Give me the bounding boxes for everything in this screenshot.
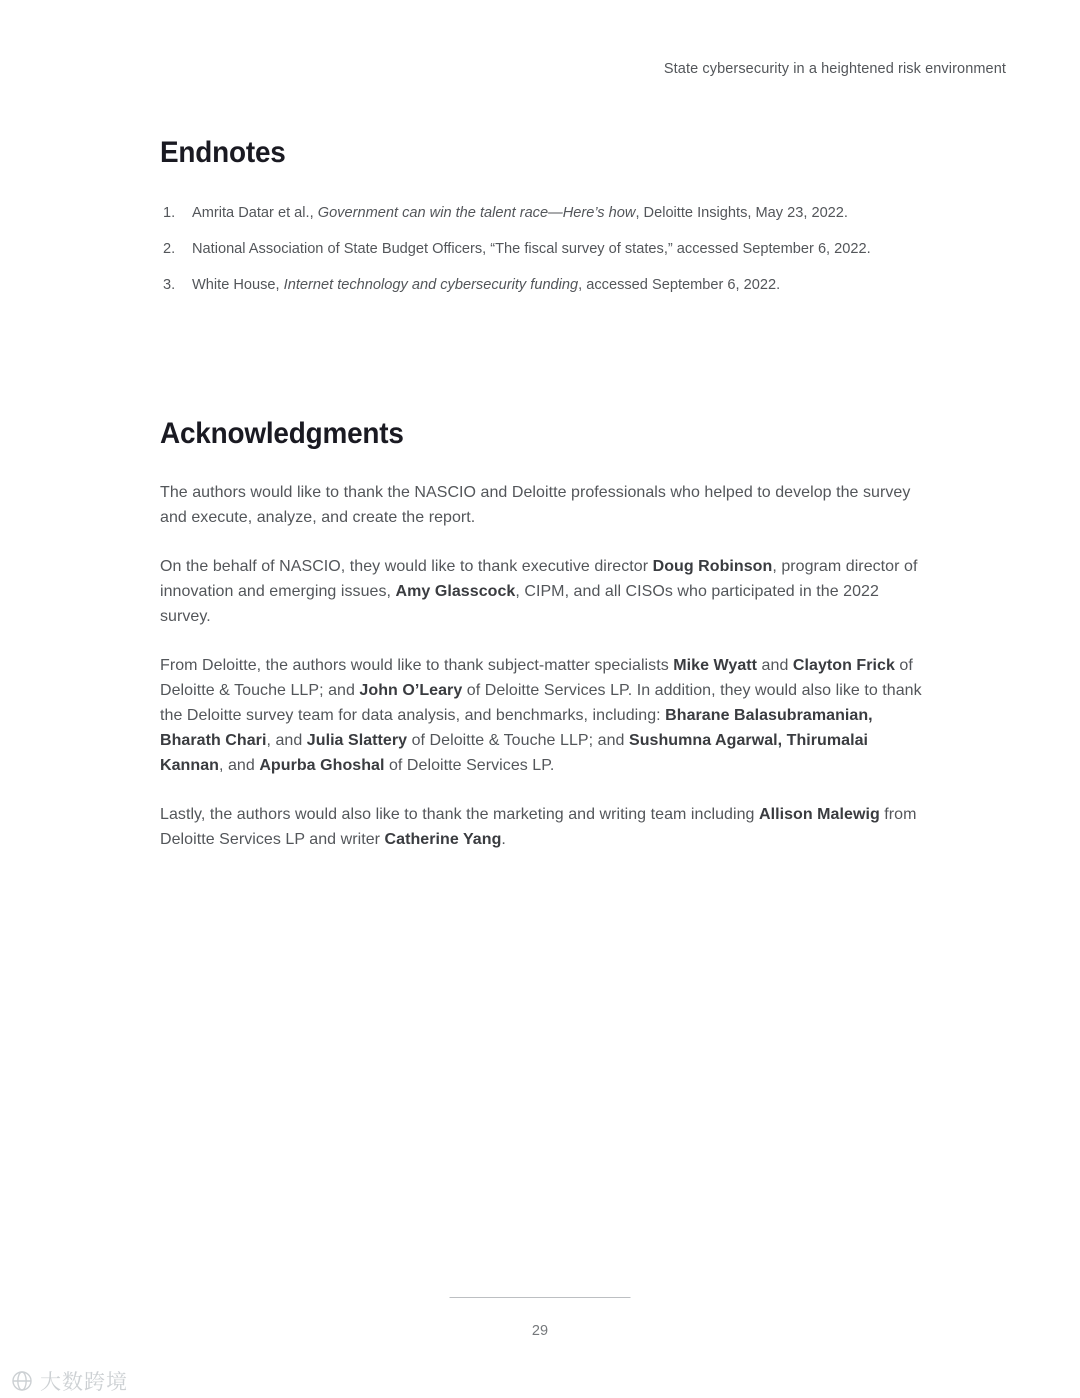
- emphasized-name: Sushumna Agarwal, Thirumalai Kannan: [160, 732, 869, 775]
- paragraph: [160, 802, 930, 852]
- paragraph: [160, 554, 930, 629]
- text-segment: from Deloitte Services LP and writer: [160, 806, 917, 849]
- emphasized-name: Catherine Yang: [384, 831, 502, 849]
- text-segment: , CIPM, and all CISOs who participated in the 2022 survey.: [160, 583, 879, 626]
- endnote-text: [192, 239, 930, 260]
- emphasized-name: Clayton Frick: [792, 657, 895, 675]
- text-segment: On the behalf of NASCIO, they would like to thank executive director: [160, 558, 653, 576]
- text-segment: National Association of State Budget Officers, “The fiscal survey of states,” accessed September 6, 2022.: [192, 241, 871, 258]
- page-content: [160, 0, 930, 876]
- endnotes-heading: Endnotes: [160, 136, 286, 169]
- page-number: 29: [531, 1323, 549, 1339]
- italic-title: Internet technology and cybersecurity funding: [283, 277, 579, 294]
- watermark: [10, 1366, 128, 1396]
- text-segment: From Deloitte, the authors would like to thank subject-matter specialists: [160, 657, 674, 675]
- emphasized-name: Doug Robinson: [652, 558, 773, 576]
- emphasized-name: Bharane Balasubramanian, Bharath Chari: [160, 707, 873, 750]
- endnote-number: 1.: [163, 205, 176, 221]
- paragraph: [160, 653, 930, 778]
- text-segment: .: [501, 831, 506, 849]
- paragraph: [160, 480, 930, 530]
- emphasized-name: Apurba Ghoshal: [259, 757, 385, 775]
- endnote-number: 2.: [163, 241, 176, 258]
- emphasized-name: Julia Slattery: [306, 732, 408, 750]
- endnote-item: [160, 275, 930, 296]
- text-segment: of Deloitte Services LP. In addition, they would also like to thank the Deloitte survey team for data analysis, and benchmarks, including:: [160, 682, 922, 725]
- endnote-text: [192, 203, 930, 224]
- text-segment: of Deloitte Services LP.: [384, 757, 555, 775]
- emphasized-name: Amy Glasscock: [395, 583, 516, 601]
- acknowledgments-body: [160, 480, 930, 852]
- text-segment: , and: [218, 757, 260, 775]
- emphasized-name: Allison Malewig: [759, 806, 880, 824]
- footer-divider: [450, 1297, 631, 1298]
- endnote-item: [160, 239, 930, 260]
- emphasized-name: John O’Leary: [359, 682, 463, 700]
- text-segment: of Deloitte & Touche LLP; and: [407, 732, 629, 750]
- running-header: State cybersecurity in a heightened risk environment: [663, 61, 1006, 77]
- endnote-text: [192, 275, 930, 296]
- text-segment: of Deloitte & Touche LLP; and: [160, 657, 913, 700]
- italic-title: Government can win the talent race—Here’s how: [317, 205, 636, 221]
- text-segment: Lastly, the authors would also like to thank the marketing and writing team including: [160, 806, 759, 824]
- text-segment: and: [757, 657, 793, 675]
- text-segment: , accessed September 6, 2022.: [578, 277, 781, 294]
- text-segment: , Deloitte Insights, May 23, 2022.: [635, 205, 848, 221]
- text-segment: Amrita Datar et al.,: [192, 205, 318, 221]
- acknowledgments-heading: Acknowledgments: [160, 417, 404, 451]
- text-segment: , and: [266, 732, 307, 750]
- endnote-item: [160, 203, 930, 224]
- text-segment: The authors would like to thank the NASCIO and Deloitte professionals who helped to develop the survey and execute, analyze, and create the report.: [160, 484, 911, 527]
- watermark-text: 大数跨境: [40, 1371, 128, 1394]
- text-segment: White House,: [192, 277, 284, 294]
- endnotes-list: [160, 203, 930, 296]
- endnote-number: 3.: [163, 277, 176, 294]
- emphasized-name: Mike Wyatt: [673, 657, 758, 675]
- watermark-globe-icon: [10, 1369, 34, 1393]
- text-segment: , program director of innovation and emerging issues,: [160, 558, 918, 601]
